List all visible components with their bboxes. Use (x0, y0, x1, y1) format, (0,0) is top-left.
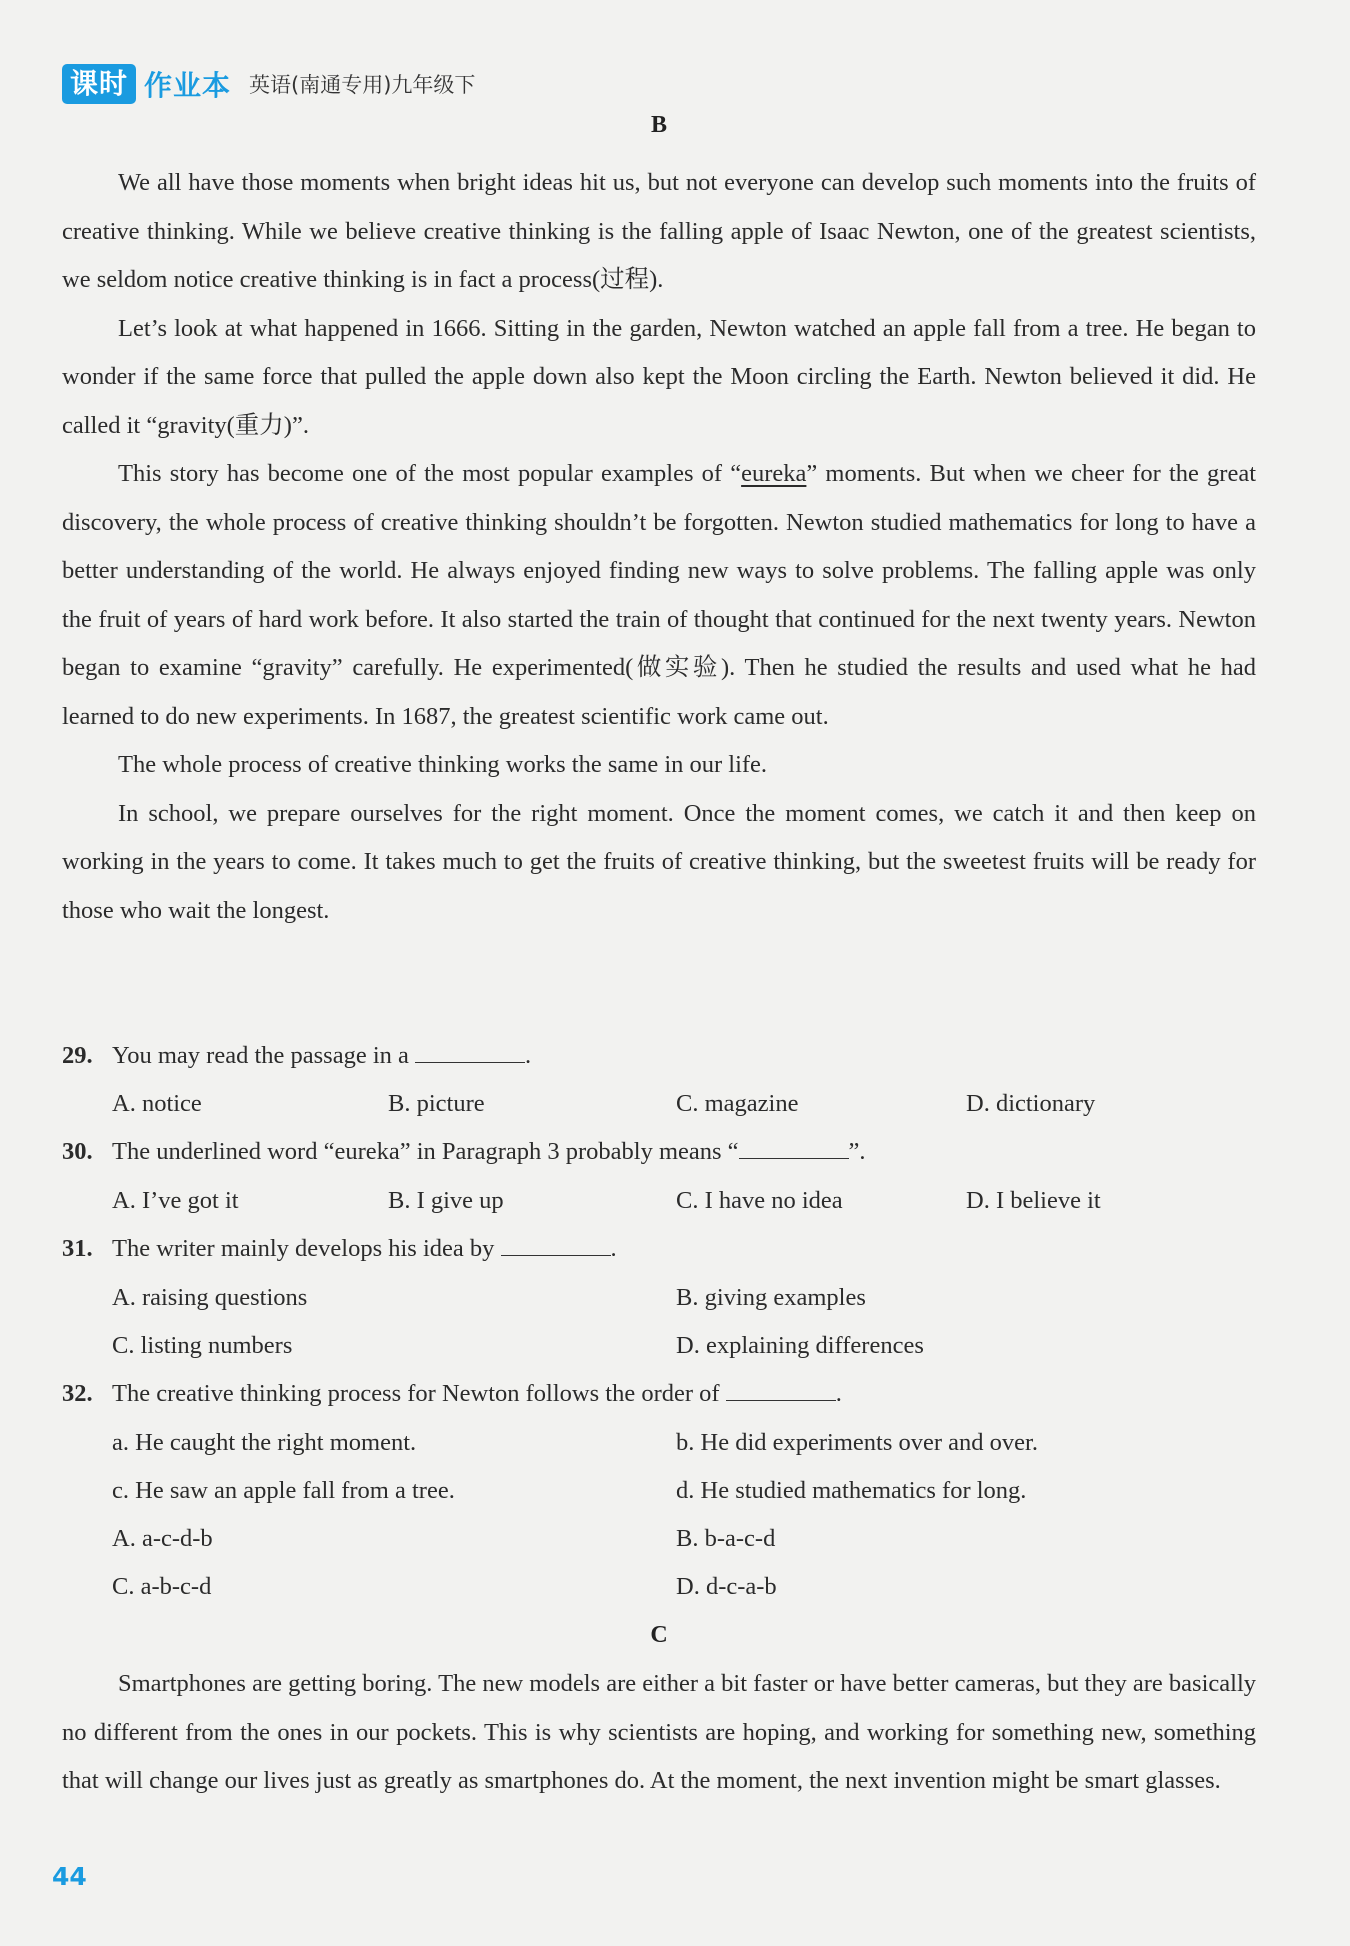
question-text: The underlined word “eureka” in Paragraph 3 probably means “ (112, 1138, 739, 1165)
passage-b-paragraph-1: We all have those moments when bright ideas hit us, but not everyone can develop such moments into the fruits of creative thinking. While we believe creative thinking is the falling apple of Isaac Newton, one of the greatest scientists, we seldom notice creative thinking is in fact a process(过程). (62, 169, 1256, 293)
q32-option-c: C. a-b-c-d (112, 1573, 212, 1600)
q31-option-b: B. giving examples (676, 1284, 866, 1311)
passage-b-paragraph-5: In school, we prepare ourselves for the right moment. Once the moment comes, we catch it and then keep on working in the years to come. It takes much to get the fruits of creative thinking, but the sweetest fruits will be ready for those who wait the longest. (62, 799, 1256, 924)
q29-option-b: B. picture (388, 1090, 485, 1117)
q29-option-a: A. notice (112, 1090, 202, 1117)
passage-c-paragraph-1: Smartphones are getting boring. The new models are either a bit faster or have better cameras, but they are basically no different from the ones in our pockets. This is why scientists are hoping, and working for something new, something that will change our lives just as greatly as smartphones do. At the moment, the next invention might be smart glasses. (62, 1670, 1256, 1794)
page-header (62, 62, 475, 106)
q31-option-d: D. explaining differences (676, 1332, 924, 1359)
question-text: The creative thinking process for Newton follows the order of (112, 1380, 726, 1407)
answer-blank (739, 1136, 849, 1159)
passage-c (62, 1660, 1256, 1806)
q32-step-c: c. He saw an apple fall from a tree. (112, 1477, 455, 1504)
logo-sub: 作业本 (144, 69, 232, 102)
question-text-end: . (525, 1042, 532, 1069)
q31-option-c: C. listing numbers (112, 1332, 293, 1359)
q30-option-b: B. I give up (388, 1187, 504, 1214)
q29-option-c: C. magazine (676, 1090, 799, 1117)
question-number: 29. (62, 1042, 93, 1069)
underlined-word-eureka: eureka (741, 460, 807, 487)
q29-option-d: D. dictionary (966, 1090, 1096, 1117)
q31-option-a: A. raising questions (112, 1284, 308, 1311)
q32-option-b: B. b-a-c-d (676, 1525, 776, 1552)
answer-blank (501, 1233, 611, 1256)
answer-blank (415, 1040, 525, 1063)
question-32-stem (62, 1370, 842, 1419)
question-30-stem (62, 1128, 866, 1177)
passage-b-paragraph-2: Let’s look at what happened in 1666. Sitting in the garden, Newton watched an apple fall from a tree. He began to wonder if the same force that pulled the apple down also kept the Moon circling the Earth. Newton believed it did. He called it “gravity(重力)”. (62, 314, 1256, 439)
q30-option-a: A. I’ve got it (112, 1187, 239, 1214)
page-number: 44 (52, 1862, 87, 1891)
p3-text-before: This story has become one of the most popular examples of “ (118, 460, 742, 487)
question-text: The writer mainly develops his idea by (112, 1235, 501, 1262)
question-number: 30. (62, 1138, 93, 1165)
section-c-title: C (650, 1622, 668, 1648)
brand-logo (62, 64, 231, 104)
passage-b-paragraph-4: The whole process of creative thinking works the same in our life. (118, 751, 768, 778)
question-number: 31. (62, 1235, 93, 1262)
section-b-title: B (650, 112, 667, 138)
q32-option-d: D. d-c-a-b (676, 1573, 777, 1600)
book-subtitle: 英语(南通专用)九年级下 (249, 73, 476, 97)
question-text-end: ”. (848, 1138, 866, 1165)
question-text: You may read the passage in a (112, 1042, 416, 1069)
p3-text-after: ” moments. But when we cheer for the great discovery, the whole process of creative thinking shouldn’t be forgotten. Newton studied mathematics for long to have a better understanding of the world. He always enjoyed finding new ways to solve problems. The falling apple was only the fruit of years of hard work before. It also started the train of thought that continued for the next twenty years. Newton began to examine “gravity” carefully. He experimented(做实验). Then he studied the results and used what he had learned to do new experiments. In 1687, the greatest scientific work came out. (62, 460, 1256, 730)
q32-option-a: A. a-c-d-b (112, 1525, 213, 1552)
question-text-end: . (835, 1380, 842, 1407)
passage-b (62, 159, 1256, 935)
logo-main: 课时 (62, 64, 136, 104)
q32-step-d: d. He studied mathematics for long. (676, 1477, 1027, 1504)
question-31-stem (62, 1225, 617, 1274)
q30-option-c: C. I have no idea (676, 1187, 843, 1214)
question-29-stem (62, 1032, 531, 1081)
passage-b-paragraph-3 (62, 450, 1256, 741)
q32-step-b: b. He did experiments over and over. (676, 1429, 1038, 1456)
question-number: 32. (62, 1380, 93, 1407)
answer-blank (726, 1378, 836, 1401)
question-text-end: . (610, 1235, 617, 1262)
q32-step-a: a. He caught the right moment. (112, 1429, 417, 1456)
q30-option-d: D. I believe it (966, 1187, 1101, 1214)
